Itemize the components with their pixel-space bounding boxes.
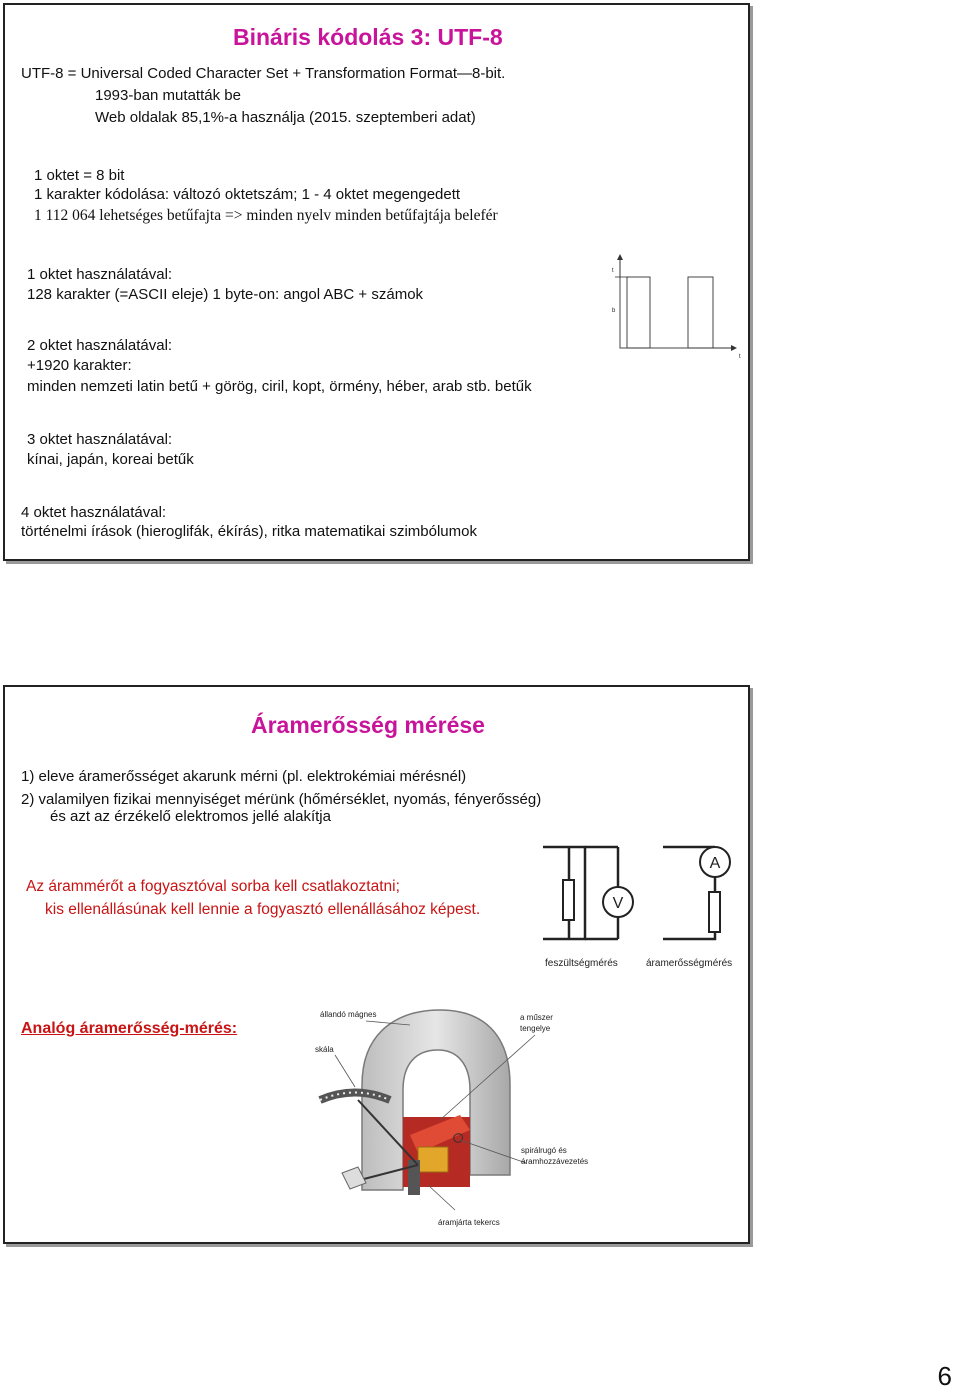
ammeter-note-2: kis ellenállásúnak kell lennie a fogyasztó ellenállásához képest. [45, 901, 481, 918]
two-octet-heading: 2 oktet használatával: [27, 337, 173, 354]
two-octet-count: +1920 karakter: [27, 357, 132, 374]
one-octet-heading: 1 oktet használatával: [27, 266, 173, 283]
char-encoding-text: 1 karakter kódolása: változó oktetszám; 1 - 4 oktet megengedett [34, 186, 461, 203]
slide-utf8 [3, 3, 750, 561]
voltmeter-symbol: V [612, 895, 624, 912]
label-permanent-magnet: állandó mágnes [320, 1010, 377, 1019]
pulse-waveform [620, 277, 713, 348]
label-scale: skála [315, 1045, 334, 1054]
pulse-diagram [605, 252, 745, 362]
char-count-text: 1 112 064 lehetséges betűfajta => minden nyelv minden betűfajtája belefér [34, 207, 498, 224]
utf8-usage: Web oldalak 85,1%-a használja (2015. szeptemberi adat) [95, 109, 476, 126]
label-spring-line2: áramhozzávezetés [521, 1157, 589, 1166]
one-octet-text: 128 karakter (=ASCII eleje) 1 byte-on: angol ABC + számok [27, 286, 424, 303]
current-measurement-circuit [663, 847, 730, 939]
slide-title: Bináris kódolás 3: UTF-8 [233, 24, 503, 50]
analog-heading: Analóg áramerősség-mérés: [21, 1020, 238, 1037]
ammeter-symbol: A [709, 855, 721, 872]
caption-voltage-measurement: feszültségmérés [545, 958, 618, 969]
resistor-icon [709, 892, 720, 932]
list-item-1: 1) eleve áramerősséget akarunk mérni (pl. elektrokémiai mérésnél) [21, 768, 467, 785]
label-axis-line1: a műszer [520, 1013, 553, 1022]
pulse-y-arrow-icon [617, 254, 623, 260]
label-axis-line2: tengelye [520, 1024, 551, 1033]
octet-definition: 1 oktet = 8 bit [34, 167, 125, 184]
resistor-icon [563, 880, 574, 920]
list-item-2-continued: és azt az érzékelő elektromos jellé alakítja [50, 808, 331, 825]
three-octet-heading: 3 oktet használatával: [27, 431, 173, 448]
label-spring-line1: spirálrugó és [521, 1146, 567, 1155]
pulse-x-arrow-icon [731, 345, 737, 351]
label-coil: áramjárta tekercs [438, 1218, 500, 1227]
slide-current-measurement [3, 685, 750, 1244]
list-item-2: 2) valamilyen fizikai mennyiséget mérünk (hőmérséklet, nyomás, fényerősség) [21, 791, 542, 808]
utf8-definition: UTF-8 = Universal Coded Character Set + Transformation Format—8-bit. [21, 65, 506, 82]
three-octet-text: kínai, japán, koreai betűk [27, 451, 194, 468]
pulse-label-b: b [612, 308, 616, 314]
circuit-diagrams [533, 837, 753, 987]
utf8-year: 1993-ban mutatták be [95, 87, 241, 104]
four-octet-text: történelmi írások (hieroglifák, ékírás), ritka matematikai szimbólumok [21, 523, 477, 540]
slide-title: Áramerősség mérése [251, 712, 485, 738]
caption-current-measurement: áramerősségmérés [646, 958, 733, 969]
page-number: 6 [937, 1361, 952, 1391]
pulse-label-t-axis: t [739, 354, 741, 360]
four-octet-heading: 4 oktet használatával: [21, 504, 167, 521]
pulse-label-t-top: t [612, 268, 614, 274]
core-cylinder [418, 1147, 448, 1172]
ammeter-note-1: Az árammérőt a fogyasztóval sorba kell csatlakoztatni; [26, 878, 400, 895]
voltage-measurement-circuit [543, 847, 633, 939]
two-octet-text: minden nemzeti latin betű + görög, ciril, kopt, örmény, héber, arab stb. betűk [27, 378, 532, 395]
analog-meter-illustration [300, 1005, 590, 1235]
